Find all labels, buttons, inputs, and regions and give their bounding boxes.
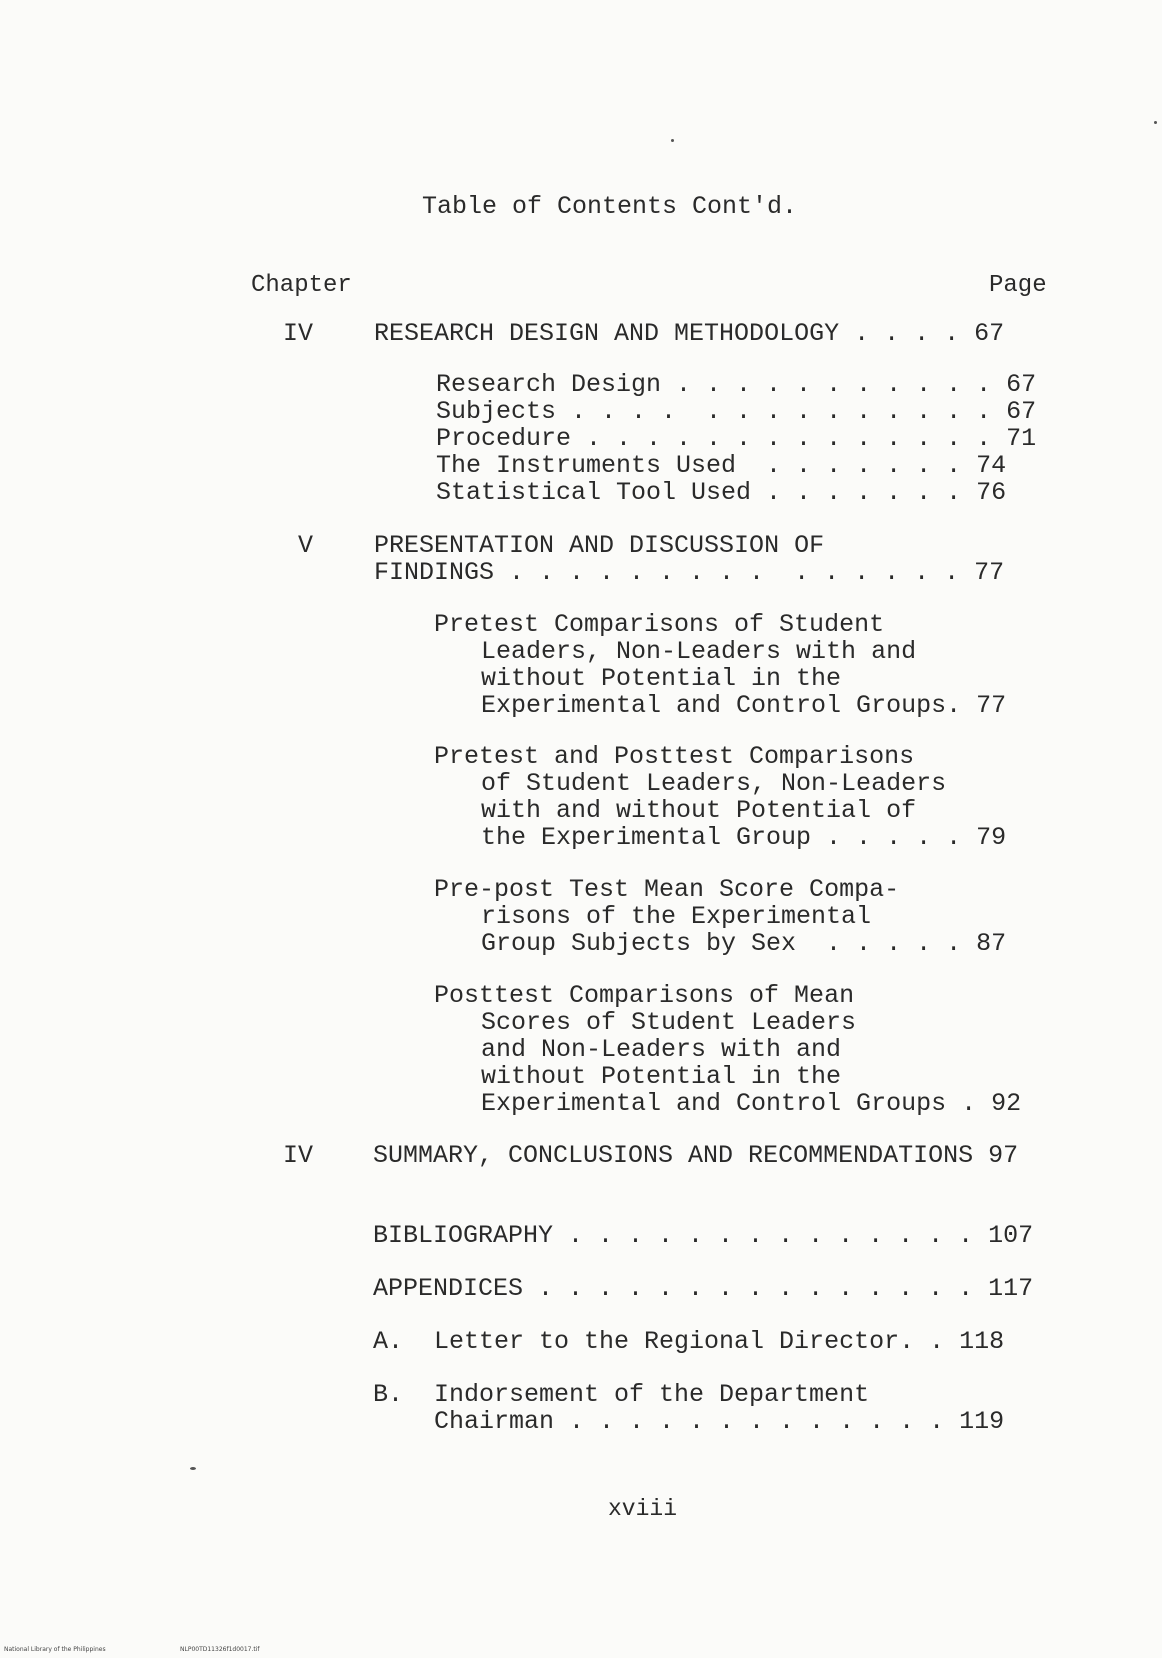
toc-line: Experimental and Control Groups. 77 [481, 691, 1007, 720]
toc-line: with and without Potential of [481, 796, 917, 825]
toc-line: of Student Leaders, Non-Leaders [481, 769, 947, 798]
scan-speck [1154, 121, 1157, 124]
toc-line: Subjects . . . . . . . . . . . . . . 67 [436, 397, 1037, 426]
page-column-header: Page [989, 272, 1047, 299]
toc-line: without Potential in the [481, 1062, 842, 1091]
toc-line: Group Subjects by Sex . . . . . 87 [481, 929, 1007, 958]
toc-line: and Non-Leaders with and [481, 1035, 842, 1064]
toc-line: APPENDICES . . . . . . . . . . . . . . . 117 [373, 1274, 1034, 1303]
toc-line: B. [373, 1380, 404, 1409]
toc-line: Letter to the Regional Director. . 118 [434, 1327, 1005, 1356]
toc-line: risons of the Experimental [481, 902, 872, 931]
toc-line: Posttest Comparisons of Mean [434, 981, 855, 1010]
toc-line: Procedure . . . . . . . . . . . . . . 71 [436, 424, 1037, 453]
toc-line: BIBLIOGRAPHY . . . . . . . . . . . . . . 107 [373, 1221, 1034, 1250]
toc-line: without Potential in the [481, 664, 842, 693]
toc-line: Pretest and Posttest Comparisons [434, 742, 915, 771]
scan-speck [671, 139, 674, 142]
toc-line: RESEARCH DESIGN AND METHODOLOGY . . . . 67 [374, 319, 1005, 348]
scan-speck [190, 1467, 196, 1470]
toc-line: Chairman . . . . . . . . . . . . . 119 [434, 1407, 1005, 1436]
toc-line: PRESENTATION AND DISCUSSION OF [374, 531, 825, 560]
toc-line: A. [373, 1327, 404, 1356]
toc-title: Table of Contents Cont'd. [422, 192, 798, 221]
chapter-column-header: Chapter [251, 272, 352, 299]
library-stamp: National Library of the Philippines [4, 1646, 106, 1653]
toc-line: IV [283, 1141, 314, 1170]
toc-line: Pre-post Test Mean Score Compa- [434, 875, 900, 904]
toc-line: The Instruments Used . . . . . . . 74 [436, 451, 1007, 480]
toc-line: Scores of Student Leaders [481, 1008, 857, 1037]
toc-line: Pretest Comparisons of Student [434, 610, 885, 639]
toc-line: IV [283, 319, 314, 348]
toc-line: Leaders, Non-Leaders with and [481, 637, 917, 666]
toc-line: Research Design . . . . . . . . . . . 67 [436, 370, 1037, 399]
toc-line: SUMMARY, CONCLUSIONS AND RECOMMENDATIONS 97 [373, 1141, 1019, 1170]
page-number: xviii [608, 1496, 678, 1522]
toc-line: Indorsement of the Department [434, 1380, 870, 1409]
file-stamp: NLP00TD11326f1d0017.tif [180, 1646, 260, 1653]
toc-line: V [298, 531, 314, 560]
toc-line: Statistical Tool Used . . . . . . . 76 [436, 478, 1007, 507]
toc-line: Experimental and Control Groups . 92 [481, 1089, 1022, 1118]
toc-line: the Experimental Group . . . . . 79 [481, 823, 1007, 852]
toc-line: FINDINGS . . . . . . . . . . . . . . . 77 [374, 558, 1005, 587]
